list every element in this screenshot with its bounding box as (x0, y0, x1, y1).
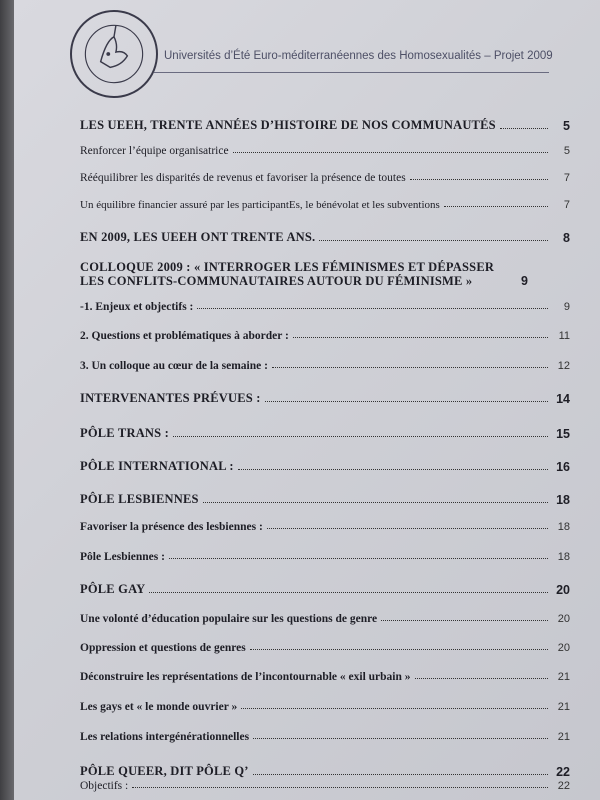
toc-entry-page: 21 (557, 731, 570, 743)
toc-entry[interactable] (80, 492, 570, 507)
toc-entry[interactable] (80, 230, 570, 245)
toc-leader (238, 469, 548, 470)
toc-leader (293, 337, 548, 338)
toc-entry-label: -1. Enjeux et objectifs : (80, 301, 194, 313)
toc-entry-page: 14 (556, 392, 570, 406)
binding-shadow (0, 0, 14, 800)
toc-entry-label: Renforcer l’équipe organisatrice (80, 145, 229, 157)
toc-entry-label: PÔLE TRANS : (80, 426, 169, 440)
toc-entry[interactable] (80, 426, 570, 441)
toc-leader (197, 308, 548, 309)
toc-entry-label: EN 2009, LES UEEH ONT TRENTE ANS. (80, 230, 316, 244)
toc-entry[interactable] (80, 145, 570, 157)
toc-entry-page: 22 (557, 780, 570, 792)
toc-entry-label: Une volonté d’éducation populaire sur les questions de genre (80, 613, 378, 625)
toc-entry-label: Favoriser la présence des lesbiennes : (80, 521, 263, 533)
toc-entry[interactable] (80, 764, 570, 779)
toc-leader (203, 502, 548, 503)
toc-entry-label: Les gays et « le monde ouvrier » (80, 701, 238, 713)
toc-entry-page: 21 (557, 701, 570, 713)
toc-entry-page: 9 (521, 274, 528, 288)
toc-leader (149, 592, 548, 593)
toc-leader (272, 367, 548, 368)
toc-entry-page: 5 (563, 145, 570, 157)
toc-entry-label: Pôle Lesbiennes : (80, 551, 165, 563)
toc-entry-page: 20 (557, 642, 570, 654)
toc-entry-page: 20 (556, 583, 570, 597)
toc-entry[interactable] (80, 360, 570, 372)
toc-entry[interactable] (80, 582, 570, 597)
header-divider (154, 72, 549, 73)
toc-entry[interactable] (80, 118, 570, 133)
toc-entry-page: 21 (557, 671, 570, 683)
toc-entry[interactable] (80, 731, 570, 743)
toc-leader (250, 649, 548, 650)
toc-entry-page: 18 (557, 521, 570, 533)
toc-entry-label: INTERVENANTES PRÉVUES : (80, 391, 261, 405)
toc-leader (253, 774, 548, 775)
toc-entry-label: Oppression et questions de genres (80, 642, 246, 654)
toc-entry-label: Un équilibre financier assuré par les participantEs, le bénévolat et les subventions (80, 199, 440, 211)
toc-entry-label: PÔLE LESBIENNES (80, 492, 199, 506)
toc-entry[interactable] (80, 701, 570, 713)
toc-leader (265, 401, 548, 402)
toc-entry[interactable] (80, 780, 570, 792)
document-page (14, 0, 600, 800)
toc-leader (173, 436, 548, 437)
toc-entry-label: Déconstruire les représentations de l’incontournable « exil urbain » (80, 671, 411, 683)
toc-leader (253, 738, 548, 739)
toc-entry[interactable] (80, 330, 570, 342)
toc-leader (444, 206, 548, 207)
toc-leader (381, 620, 548, 621)
toc-entry-label: LES UEEH, TRENTE ANNÉES D’HISTOIRE DE NOS COMMUNAUTÉS (80, 118, 496, 132)
toc-entry-page: 5 (563, 119, 570, 133)
toc-leader (410, 179, 548, 180)
logo-seal-icon (72, 12, 156, 96)
toc-entry[interactable] (80, 521, 570, 533)
toc-entry-label: PÔLE QUEER, DIT PÔLE Q’ (80, 764, 249, 778)
toc-entry[interactable] (80, 551, 570, 563)
toc-entry-page: 20 (557, 613, 570, 625)
toc-leader (415, 678, 548, 679)
toc-entry-label: Objectifs : (80, 780, 129, 792)
toc-entry[interactable] (80, 260, 570, 288)
toc-entry[interactable] (80, 199, 570, 211)
toc-leader (132, 787, 548, 788)
toc-entry-page: 22 (556, 765, 570, 779)
toc-entry-label: 2. Questions et problématiques à aborder : (80, 330, 289, 342)
toc-leader (319, 240, 548, 241)
toc-entry-page: 9 (563, 301, 570, 313)
toc-entry-page: 11 (558, 330, 570, 342)
ueeh-logo (70, 10, 158, 98)
toc-entry-label: PÔLE GAY (80, 582, 146, 596)
toc-entry-page: 16 (556, 460, 570, 474)
toc-entry[interactable] (80, 642, 570, 654)
toc-entry-label: Les relations intergénérationnelles (80, 731, 250, 743)
toc-entry-page: 7 (563, 172, 570, 184)
toc-entry-label: PÔLE INTERNATIONAL : (80, 459, 234, 473)
toc-entry[interactable] (80, 613, 570, 625)
toc-leader (267, 528, 548, 529)
toc-leader (500, 128, 548, 129)
toc-entry-page: 8 (563, 231, 570, 245)
toc-leader (241, 708, 548, 709)
toc-entry-page: 15 (556, 427, 570, 441)
document-header-title: Universités d’Été Euro-méditerranéennes des Homosexualités – Projet 2009 (164, 50, 553, 62)
toc-entry-page: 18 (557, 551, 570, 563)
toc-entry-page: 12 (557, 360, 570, 372)
toc-entry[interactable] (80, 459, 570, 474)
toc-leader (169, 558, 548, 559)
toc-entry-page: 7 (563, 199, 570, 211)
toc-entry-label: Rééquilibrer les disparités de revenus et favoriser la présence de toutes (80, 172, 406, 184)
toc-entry[interactable] (80, 301, 570, 313)
toc-entry-page: 18 (556, 493, 570, 507)
toc-entry-label: 3. Un colloque au cœur de la semaine : (80, 360, 268, 372)
toc-entry[interactable] (80, 671, 570, 683)
toc-entry[interactable] (80, 391, 570, 406)
toc-entry[interactable] (80, 172, 570, 184)
toc-leader (233, 152, 548, 153)
toc-entry-label: COLLOQUE 2009 : « INTERROGER LES FÉMINISMES ET DÉPASSER LES CONFLITS-COMMUNAUTAIRES AUTOUR DU FÉMINISME » (80, 260, 495, 288)
